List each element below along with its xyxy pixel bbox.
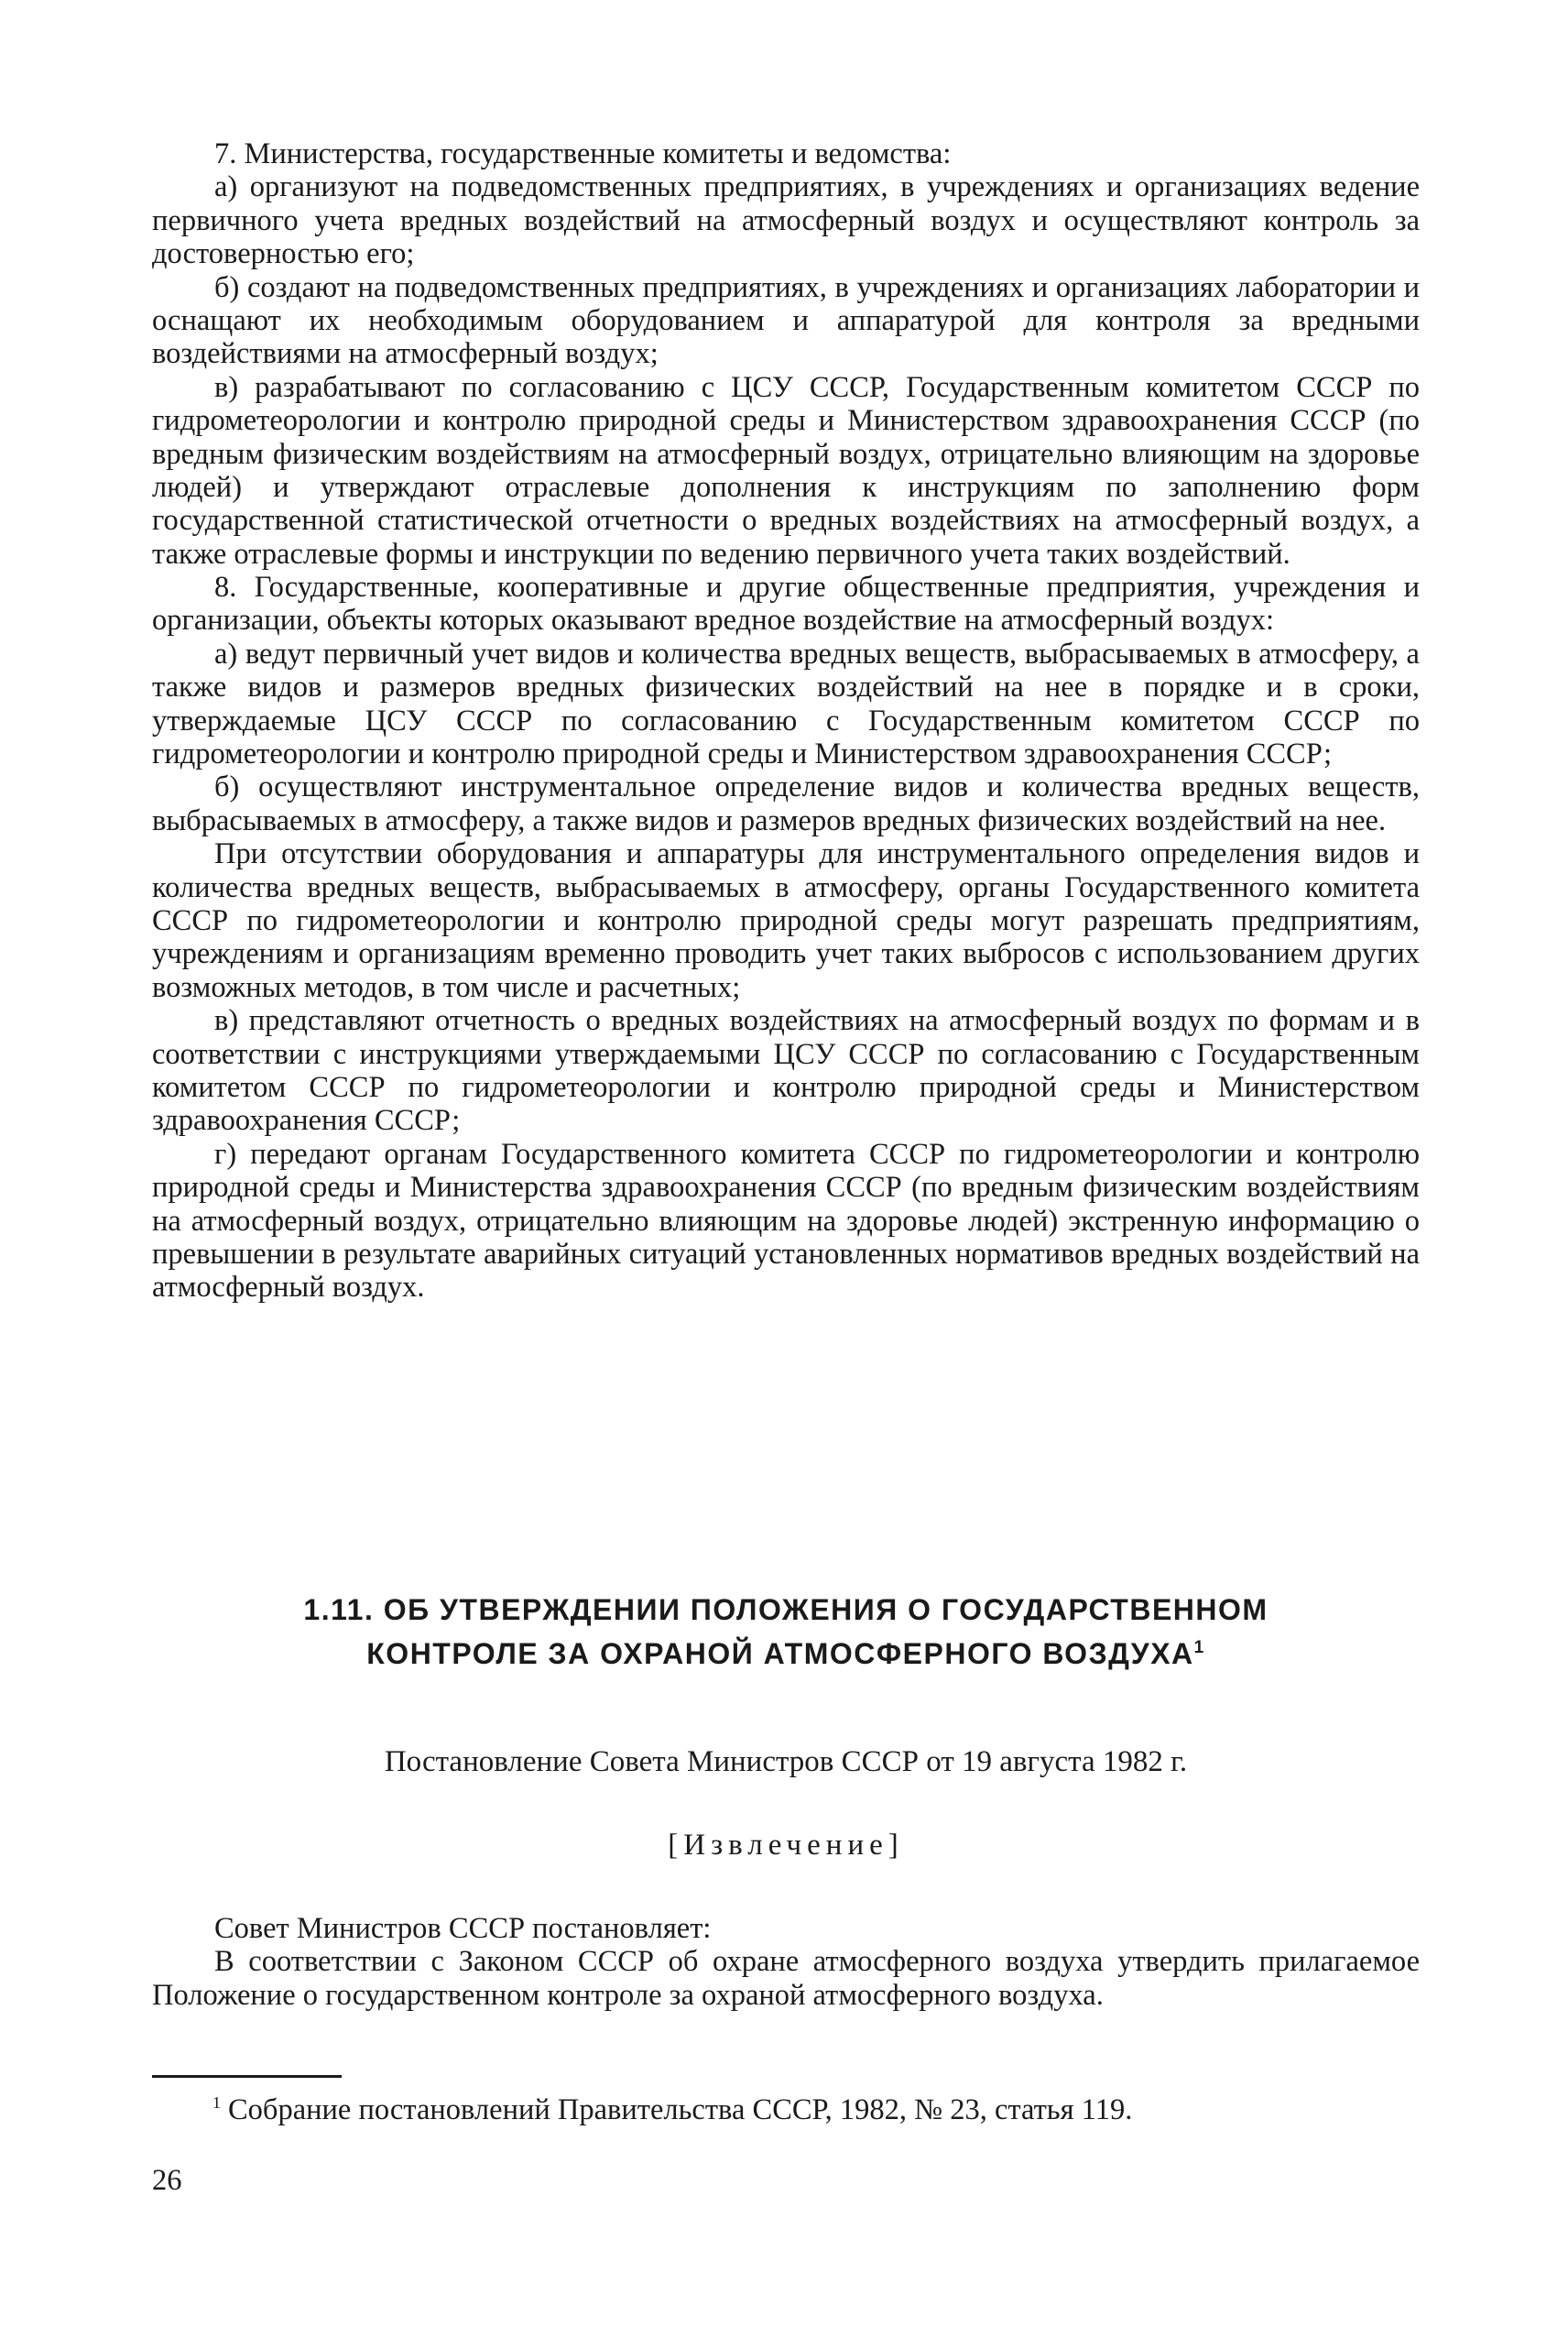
section-title-line1: 1.11. ОБ УТВЕРЖДЕНИИ ПОЛОЖЕНИЯ О ГОСУДАРСТВЕННОМ bbox=[303, 1593, 1269, 1626]
section-footnote-mark: 1 bbox=[1193, 1638, 1205, 1657]
closing-paragraph-1: Совет Министров СССР постановляет: bbox=[214, 1912, 712, 1945]
paragraph-8v: в) представляют отчетность о вредных воздействиях на атмосферный воздух по формам и в соответствии с инструкциями утверждаемыми ЦСУ СССР по согласованию с Государственным комитетом СССР по гидрометеорологии и контролю природной среды и Министерством здравоохранения СССР; bbox=[152, 1004, 1420, 1138]
extract-label: [Извлечение] bbox=[668, 1829, 904, 1862]
section-title-line2 bbox=[152, 1632, 1420, 1676]
paragraph-8a: а) ведут первичный учет видов и количества вредных веществ, выбрасываемых в атмосферу, а также видов и размеров вредных физических воздействий на нее в порядке и в сроки, утверждаемые ЦСУ СССР по согласованию с Государственным комитетом СССР по гидрометеорологии и контролю природной среды и Министерством здравоохранения СССР; bbox=[152, 637, 1420, 771]
body-text bbox=[152, 137, 1420, 1305]
page-number: 26 bbox=[152, 2164, 182, 2197]
footnote-text: Собрание постановлений Правительства СССР, 1982, № 23, статья 119. bbox=[228, 2093, 1133, 2126]
footnote-divider bbox=[152, 2075, 342, 2078]
paragraph-8g: г) передают органам Государственного комитета СССР по гидрометеорологии и контролю природной среды и Министерства здравоохранения СССР (по вредным физическим воздействиям на атмосферный воздух, отрицательно влияющим на здоровье людей) экстренную информацию о превышении в результате аварийных ситуаций установленных нормативов вредных воздействий на атмосферный воздух. bbox=[152, 1137, 1420, 1305]
paragraph-8b-note: При отсутствии оборудования и аппаратуры для инструментального определения видов и количества вредных веществ, выбрасываемых в атмосферу, органы Государственного комитета СССР по гидрометеорологии и контролю природной среды могут разрешать предприятиям, учреждениям и организациям временно проводить учет таких выбросов с использованием других возможных методов, в том числе и расчетных; bbox=[152, 837, 1420, 1004]
closing-paragraph-2: В соответствии с Законом СССР об охране атмосферного воздуха утвердить прилагаемое Положение о государственном контроле за охраной атмосферного воздуха. bbox=[152, 1945, 1420, 2012]
decree-line: Постановление Совета Министров СССР от 19 августа 1982 г. bbox=[384, 1745, 1188, 1778]
section-title-line2-text: КОНТРОЛЕ ЗА ОХРАНОЙ АТМОСФЕРНОГО ВОЗДУХА bbox=[366, 1637, 1194, 1670]
paragraph-8b: б) осуществляют инструментальное определение видов и количества вредных веществ, выбрасываемых в атмосферу, а также видов и размеров вредных физических воздействий на нее. bbox=[152, 770, 1420, 837]
paragraph-7: 7. Министерства, государственные комитеты и ведомства: bbox=[214, 137, 952, 170]
paragraph-7a: а) организуют на подведомственных предприятиях, в учреждениях и организациях ведение первичного учета вредных воздействий на атмосферный воздух и осуществляют контроль за достоверностью его; bbox=[152, 170, 1420, 271]
paragraph-8: 8. Государственные, кооперативные и другие общественные предприятия, учреждения и организации, объекты которых оказывают вредное воздействие на атмосферный воздух: bbox=[152, 571, 1420, 638]
footnote bbox=[212, 2093, 1421, 2127]
paragraph-7v: в) разрабатывают по согласованию с ЦСУ СССР, Государственным комитетом СССР по гидрометеорологии и контролю природной среды и Министерством здравоохранения СССР (по вредным физическим воздействиям на атмосферный воздух, отрицательно влияющим на здоровье людей) и утверждают отраслевые дополнения к инструкциям по заполнению форм государственной статистической отчетности о вредных воздействиях на атмосферный воздух, а также отраслевые формы и инструкции по ведению первичного учета таких воздействий. bbox=[152, 370, 1420, 571]
footnote-mark: 1 bbox=[212, 2093, 221, 2112]
paragraph-7b: б) создают на подведомственных предприятиях, в учреждениях и организациях лаборатории и оснащают их необходимым оборудованием и аппаратурой для контроля за вредными воздействиями на атмосферный воздух; bbox=[152, 270, 1420, 371]
closing-text bbox=[152, 1912, 1420, 2012]
section-title bbox=[152, 1588, 1420, 1676]
